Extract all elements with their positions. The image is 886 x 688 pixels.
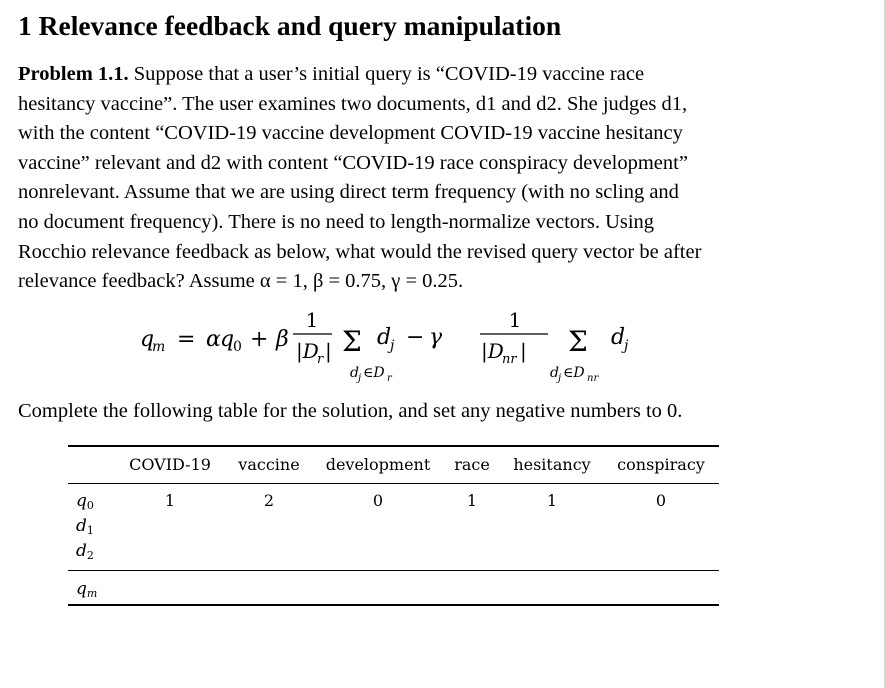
fraction-1-close-bar: | xyxy=(325,339,332,363)
formula-svg xyxy=(140,304,700,388)
fraction-2-denominator: |D xyxy=(481,339,504,363)
instruction-text: Complete the following table for the solution, and set any negative numbers to 0. xyxy=(18,400,683,422)
cell-q0-covid19: 1 xyxy=(164,491,176,510)
sum-2-under-d: d xyxy=(550,365,559,381)
sum-1-under-r: r xyxy=(387,373,392,384)
problem-text-1: Suppose that a user’s initial query is “COVID-19 vaccine race xyxy=(128,63,645,85)
cell-q0-race: 1 xyxy=(466,491,478,510)
sum-1-term-sub: j xyxy=(390,338,395,354)
problem-line-7: Rocchio relevance feedback as below, what would the revised query vector be after xyxy=(18,240,702,263)
fraction-2-denominator-sub: nr xyxy=(502,352,517,367)
sum-2-term-sub: j xyxy=(624,338,629,354)
formula-lhs-sub: m xyxy=(152,339,166,355)
sum-2-under-nr: nr xyxy=(587,373,599,384)
problem-line-2: hesitancy vaccine”. The user examines two documents, d1 and d2. She judges d1, xyxy=(18,92,688,115)
problem-line-4: vaccine” relevant and d2 with content “COVID-19 race conspiracy development” xyxy=(18,151,688,174)
cell-q0-hesitancy: 1 xyxy=(546,491,558,510)
sum-1-sigma: Σ xyxy=(342,325,362,358)
section-heading: 1 Relevance feedback and query manipulation xyxy=(18,10,562,41)
column-header-vaccine: vaccine xyxy=(238,455,300,474)
fraction-1-denominator: |D xyxy=(296,339,319,363)
formula-lhs: q xyxy=(140,327,155,352)
fraction-1-numerator: 1 xyxy=(305,308,319,332)
row-label-d1: $d_1$ xyxy=(76,516,94,537)
problem-line-1 xyxy=(18,60,868,90)
cell-q0-development: 0 xyxy=(372,491,384,510)
table-top-rule xyxy=(68,445,719,447)
sum-1-term: d xyxy=(377,325,392,350)
formula-plus: + xyxy=(250,327,269,352)
sum-1-under-d: d xyxy=(350,365,359,381)
formula-minus: − xyxy=(406,325,425,350)
row-label-d2: $d_2$ xyxy=(76,541,94,562)
row-label-q0: $q_0$ xyxy=(76,491,94,512)
column-header-conspiracy: conspiracy xyxy=(617,455,705,474)
row-label-qm: $q_m$ xyxy=(76,579,98,600)
formula-q0-sub: 0 xyxy=(233,339,242,355)
column-header-covid19: COVID-19 xyxy=(129,455,211,474)
fraction-2-close-bar: | xyxy=(520,339,527,363)
sum-2-sigma: Σ xyxy=(568,325,588,358)
problem-line-5: nonrelevant. Assume that we are using direct term frequency (with no scling and xyxy=(18,181,679,204)
sum-2-under-in: ∈D xyxy=(563,365,585,381)
table-bottom-rule xyxy=(68,604,719,606)
problem-label: Problem 1.1. xyxy=(18,63,129,85)
cell-q0-vaccine: 2 xyxy=(263,491,275,510)
fraction-2-numerator: 1 xyxy=(508,308,522,332)
sum-1-under-in: ∈D xyxy=(363,365,385,381)
sum-2-under-j: j xyxy=(558,373,562,384)
formula-q0: q xyxy=(220,327,235,352)
table-header-rule xyxy=(68,483,719,484)
problem-statement xyxy=(18,60,868,297)
column-header-hesitancy: hesitancy xyxy=(513,455,591,474)
problem-line-6: no document frequency). There is no need to length-normalize vectors. Using xyxy=(18,210,655,233)
fraction-1-denominator-sub: r xyxy=(317,352,324,367)
sum-1-under-j: j xyxy=(358,373,362,384)
formula-gamma: γ xyxy=(429,325,443,350)
rocchio-formula xyxy=(140,304,700,388)
column-header-race: race xyxy=(454,455,490,474)
table-mid-rule xyxy=(68,570,719,571)
formula-equals: = xyxy=(177,327,196,352)
problem-line-3: with the content “COVID-19 vaccine development COVID-19 vaccine hesitancy xyxy=(18,122,683,145)
sum-2-term: d xyxy=(611,325,626,350)
column-header-development: development xyxy=(325,455,431,474)
formula-alpha: α xyxy=(206,327,221,352)
problem-line-8: relevance feedback? Assume α = 1, β = 0.75, γ = 0.25. xyxy=(18,270,464,293)
formula-beta: β xyxy=(276,327,289,352)
cell-q0-conspiracy: 0 xyxy=(655,491,667,510)
